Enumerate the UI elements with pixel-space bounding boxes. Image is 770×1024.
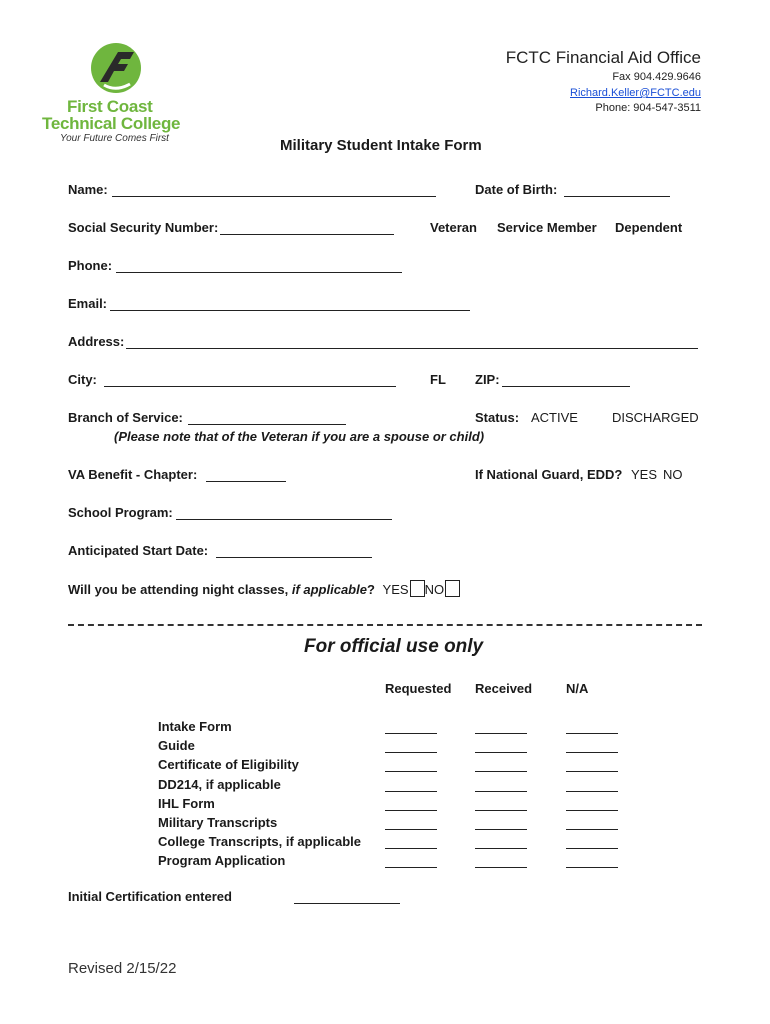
checklist-blank-requested[interactable]	[385, 848, 437, 849]
night-q-mark: ?	[366, 582, 375, 597]
column-na: N/A	[566, 681, 589, 696]
night-yes-checkbox[interactable]	[410, 580, 425, 597]
checklist-item: Certificate of Eligibility	[158, 757, 299, 773]
checklist-blank-requested[interactable]	[385, 791, 437, 792]
option-service-member[interactable]: Service Member	[497, 220, 597, 235]
checklist-items	[158, 717, 361, 871]
phone-field[interactable]	[116, 272, 402, 273]
status-label: Status:	[475, 410, 520, 425]
zip-label: ZIP:	[475, 372, 500, 387]
name-field[interactable]	[112, 196, 436, 197]
city-label: City:	[68, 372, 97, 387]
state-value: FL	[430, 372, 446, 387]
checklist-blank-received[interactable]	[475, 848, 527, 849]
checklist-blank-requested[interactable]	[385, 733, 437, 734]
night-classes-question	[68, 580, 460, 597]
checklist-blank-na[interactable]	[566, 867, 618, 868]
logo-text-line1: First Coast	[67, 97, 153, 116]
checklist-blank-na[interactable]	[566, 791, 618, 792]
checklist-blank-na[interactable]	[566, 733, 618, 734]
email-field[interactable]	[110, 310, 470, 311]
program-label: School Program:	[68, 505, 173, 520]
name-label: Name:	[68, 182, 108, 197]
checklist-blank-na[interactable]	[566, 810, 618, 811]
va-benefit-field[interactable]	[206, 481, 286, 482]
address-field[interactable]	[126, 348, 698, 349]
checklist-blank-requested[interactable]	[385, 810, 437, 811]
status-option-active[interactable]: ACTIVE	[531, 410, 578, 425]
checklist-item: Program Application	[158, 853, 286, 869]
city-field[interactable]	[104, 386, 396, 387]
night-q-italic: if applicable	[291, 582, 367, 597]
checklist-blank-received[interactable]	[475, 829, 527, 830]
logo-text-line2: Technical College	[42, 114, 181, 133]
night-yes-label: YES	[382, 582, 409, 597]
checklist-blank-requested[interactable]	[385, 771, 437, 772]
checklist-blank-requested[interactable]	[385, 752, 437, 753]
dob-field[interactable]	[564, 196, 670, 197]
revision-date: Revised 2/15/22	[68, 960, 177, 977]
fctc-logo-icon	[90, 42, 142, 94]
checklist-blank-received[interactable]	[475, 810, 527, 811]
start-date-field[interactable]	[216, 557, 372, 558]
guard-option-no[interactable]: NO	[663, 467, 683, 482]
email-label: Email:	[68, 296, 108, 311]
checklist-blank-na[interactable]	[566, 771, 618, 772]
status-option-discharged[interactable]: DISCHARGED	[612, 410, 699, 425]
branch-field[interactable]	[188, 424, 346, 425]
column-received: Received	[475, 681, 533, 696]
checklist-blank-received[interactable]	[475, 791, 527, 792]
checklist-blank-received[interactable]	[475, 867, 527, 868]
branch-label: Branch of Service:	[68, 410, 183, 425]
checklist-item: DD214, if applicable	[158, 776, 281, 792]
checklist-blank-received[interactable]	[475, 771, 527, 772]
initial-certification-field[interactable]	[294, 903, 400, 904]
night-no-checkbox[interactable]	[445, 580, 460, 597]
checklist-blank-na[interactable]	[566, 829, 618, 830]
address-label: Address:	[68, 334, 125, 349]
phone-number: Phone: 904-547-3511	[595, 102, 701, 114]
email-link[interactable]: Richard.Keller@FCTC.edu	[570, 87, 701, 99]
va-benefit-label: VA Benefit - Chapter:	[68, 467, 198, 482]
college-logo	[40, 40, 190, 150]
official-use-heading: For official use only	[304, 636, 484, 657]
office-name: FCTC Financial Aid Office	[505, 48, 701, 67]
night-q-text: Will you be attending night classes,	[68, 582, 289, 597]
option-veteran[interactable]: Veteran	[430, 220, 477, 235]
checklist-blank-na[interactable]	[566, 848, 618, 849]
start-date-label: Anticipated Start Date:	[68, 543, 209, 558]
branch-note: (Please note that of the Veteran if you are a spouse or child)	[114, 429, 485, 444]
column-requested: Requested	[385, 681, 452, 696]
checklist-blank-na[interactable]	[566, 752, 618, 753]
national-guard-label: If National Guard, EDD?	[475, 467, 623, 482]
checklist-item: Military Transcripts	[158, 814, 278, 830]
checklist-item: College Transcripts, if applicable	[158, 834, 362, 850]
zip-field[interactable]	[502, 386, 630, 387]
form-title: Military Student Intake Form	[280, 137, 482, 154]
checklist-item: IHL Form	[158, 795, 215, 811]
logo-tagline: Your Future Comes First	[60, 133, 169, 144]
dob-label: Date of Birth:	[475, 182, 558, 197]
fax-number: Fax 904.429.9646	[612, 71, 701, 83]
checklist-blank-requested[interactable]	[385, 867, 437, 868]
ssn-label: Social Security Number:	[68, 220, 219, 235]
ssn-field[interactable]	[220, 234, 394, 235]
option-dependent[interactable]: Dependent	[615, 220, 683, 235]
initial-certification-label: Initial Certification entered	[68, 889, 232, 904]
checklist-blank-received[interactable]	[475, 752, 527, 753]
section-divider	[68, 624, 702, 626]
checklist-item: Intake Form	[158, 719, 232, 734]
program-field[interactable]	[176, 519, 392, 520]
checklist-item: Guide	[158, 738, 195, 754]
guard-option-yes[interactable]: YES	[631, 467, 658, 482]
checklist-blank-received[interactable]	[475, 733, 527, 734]
night-no-label: NO	[424, 582, 445, 597]
checklist-blank-requested[interactable]	[385, 829, 437, 830]
phone-label: Phone:	[68, 258, 113, 273]
